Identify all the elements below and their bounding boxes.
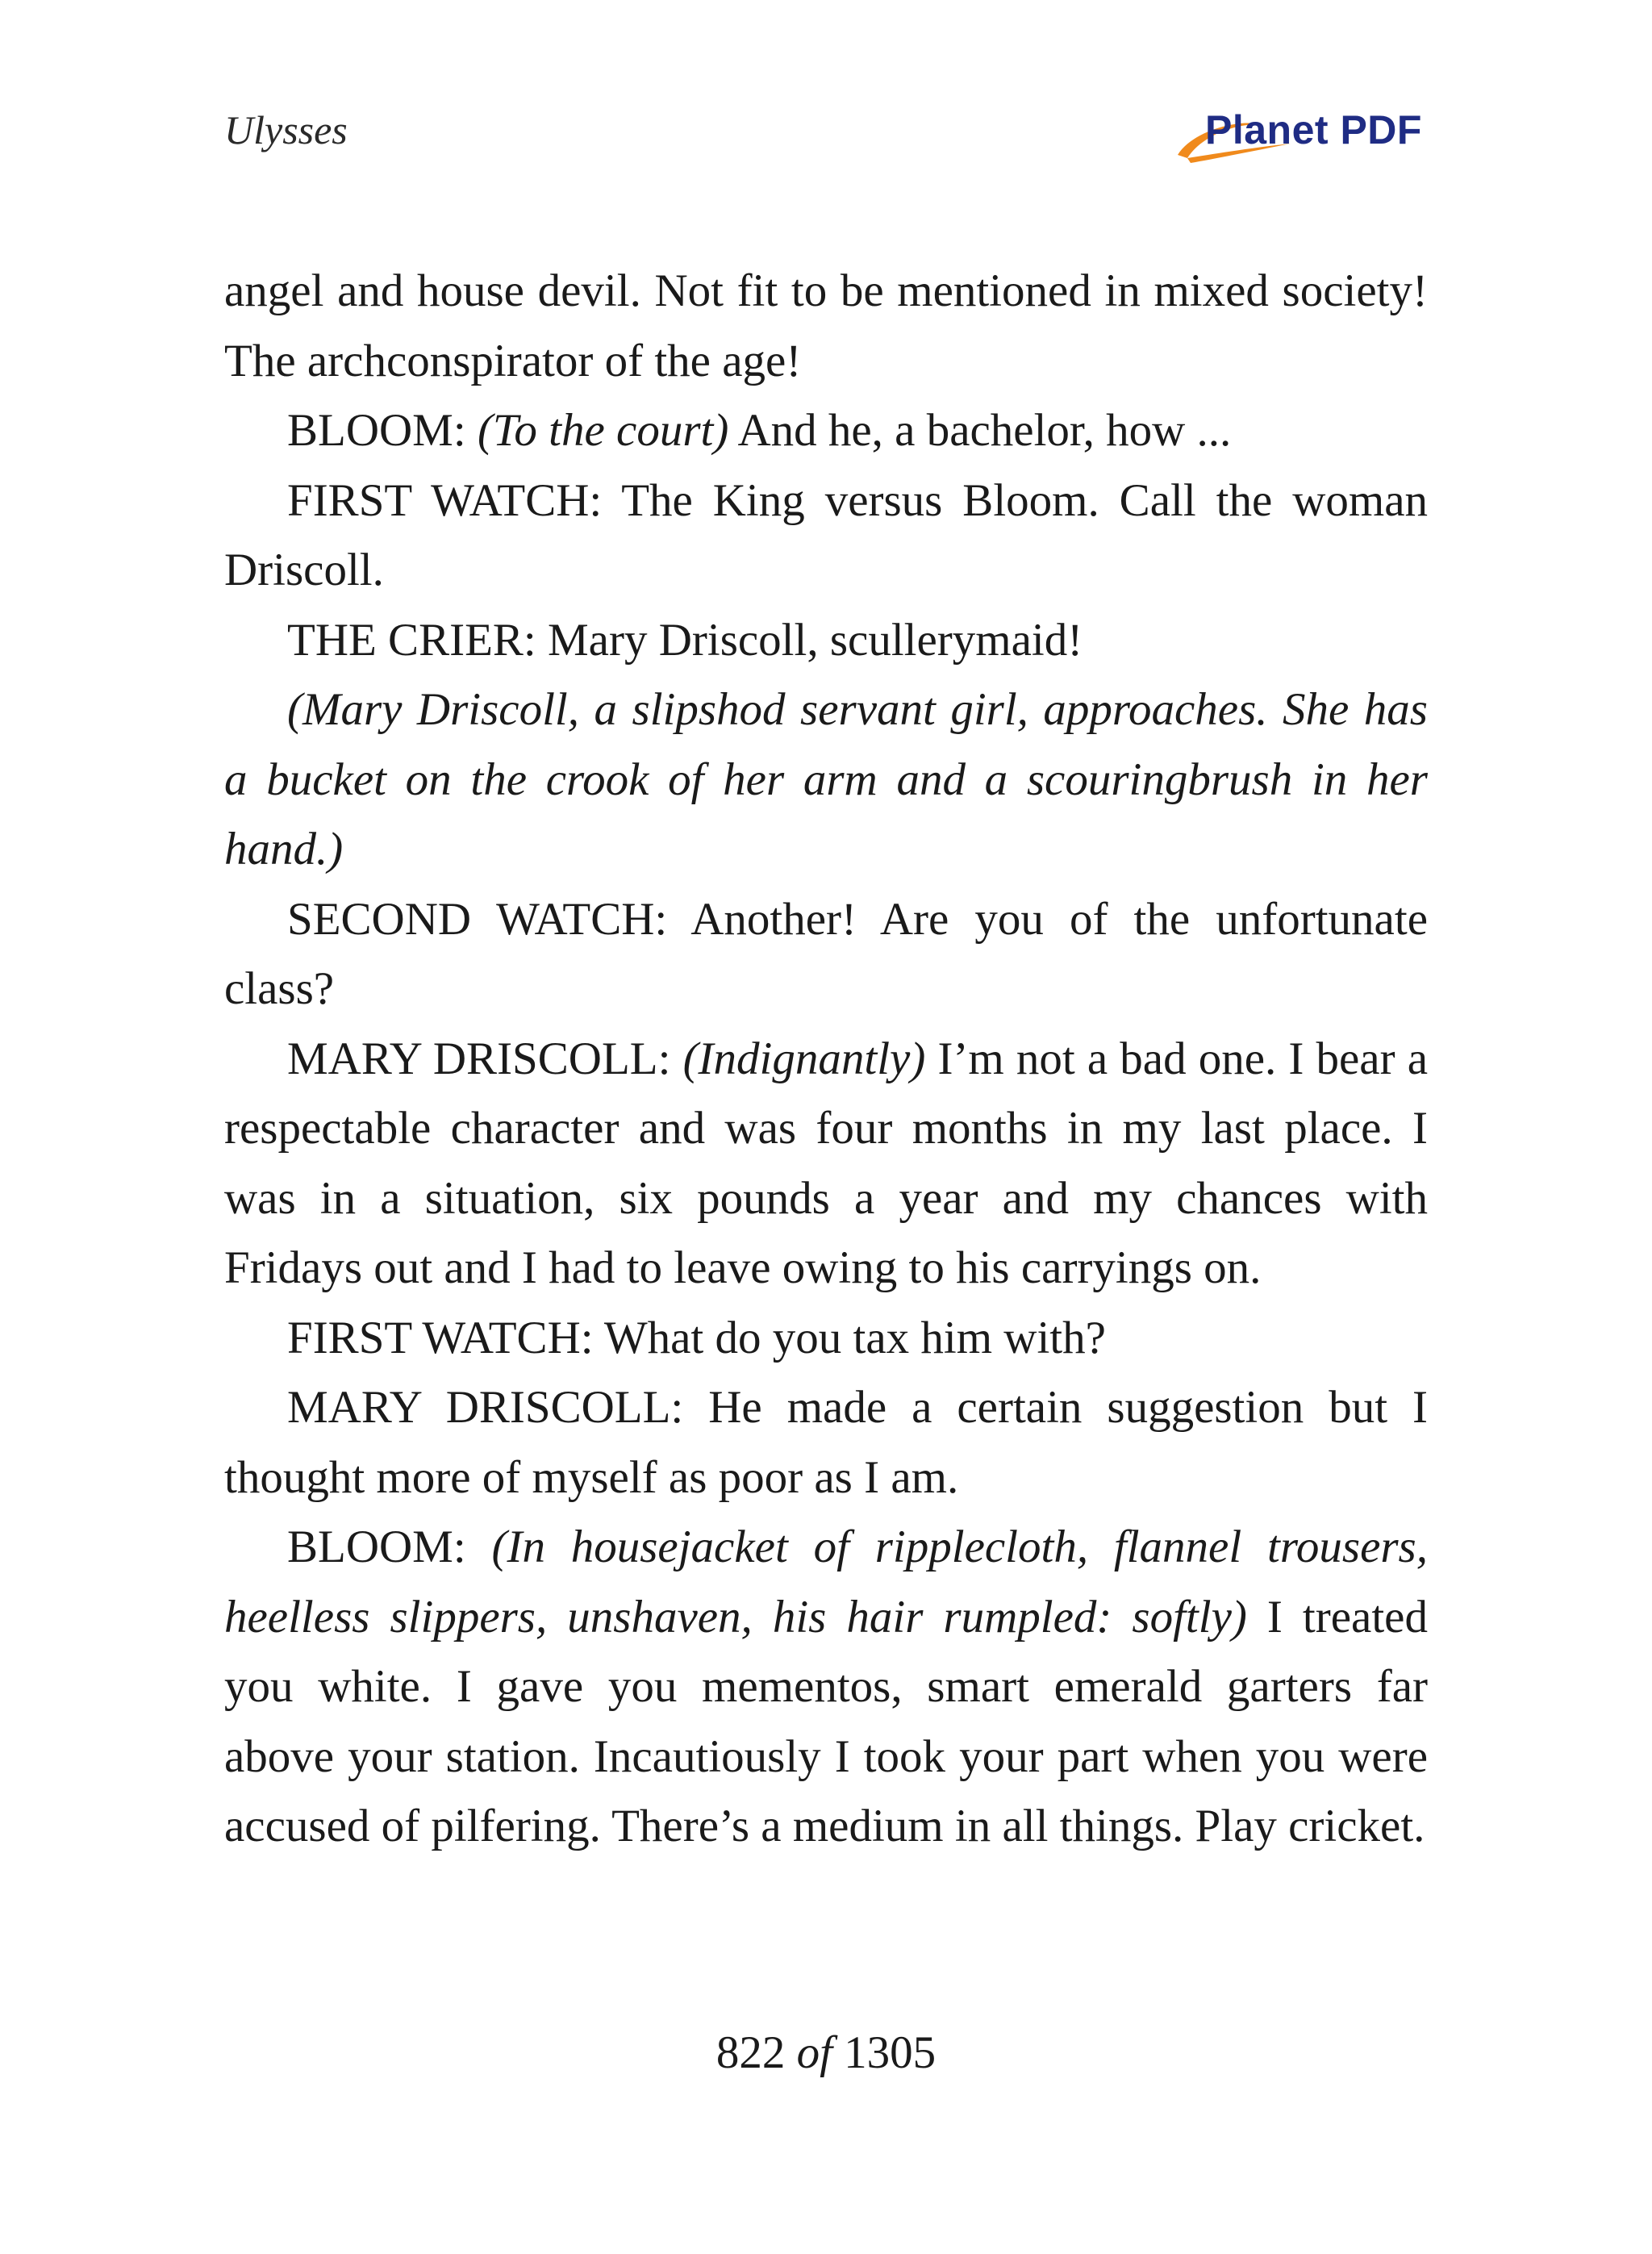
dialogue-line — [224, 885, 1428, 1025]
dialogue-line — [224, 1513, 1428, 1862]
speaker: SECOND WATCH: — [287, 893, 668, 945]
planet-pdf-logo — [1170, 97, 1428, 169]
total-pages: 1305 — [844, 2027, 937, 2078]
dialogue-text: He made a certain suggestion but I thought more of myself as poor as I am. — [224, 1382, 1429, 1503]
dialogue-text: And he, a bachelor, how ... — [737, 405, 1232, 456]
speaker: MARY DRISCOLL: — [287, 1382, 684, 1433]
speaker: FIRST WATCH: — [287, 1312, 594, 1363]
stage-direction: (In housejacket of ripplecloth, flannel trousers, heelless slippers, unshaven, his hair rumpled: softly) — [224, 1521, 1428, 1642]
dialogue-line — [224, 1025, 1428, 1304]
stage-direction-paragraph — [224, 675, 1428, 885]
dialogue-text: What do you tax him with? — [603, 1312, 1106, 1363]
dialogue-line — [224, 1304, 1428, 1374]
dialogue-line — [224, 396, 1428, 466]
paragraph-text: angel and house devil. Not fit to be mentioned in mixed society! The archconspirator of the age! — [224, 265, 1428, 386]
dialogue-line — [224, 606, 1428, 676]
dialogue-text: I’m not a bad one. I bear a respectable character and was four months in my last place. I was in a situation, six pounds a year and my chances with Fridays out and I had to leave owing to his carryings on. — [224, 1033, 1429, 1293]
dialogue-text: Mary Driscoll, scullerymaid! — [548, 614, 1083, 666]
page-of-label: of — [796, 2027, 832, 2078]
dialogue-line — [224, 1373, 1428, 1513]
dialogue-line — [224, 466, 1428, 606]
book-title: Ulysses — [224, 107, 348, 152]
speaker: MARY DRISCOLL: — [287, 1033, 671, 1084]
stage-direction: (Mary Driscoll, a slipshod servant girl, approaches. She has a bucket on the crook of her arm and a scouringbrush in her hand.) — [224, 684, 1428, 874]
speaker: BLOOM: — [287, 405, 466, 456]
paragraph — [224, 257, 1428, 396]
page-body — [224, 257, 1428, 1862]
speaker: FIRST WATCH: — [287, 474, 603, 526]
speaker: BLOOM: — [287, 1521, 466, 1572]
page-number — [0, 2027, 1652, 2079]
current-page: 822 — [715, 2027, 786, 2078]
stage-direction: (To the court) — [477, 405, 729, 456]
stage-direction: (Indignantly) — [682, 1033, 926, 1084]
dialogue-text: I treated you white. I gave you mementos, smart emerald garters far above your station. Incautiously I took your part when you were accused of pilfering. There’s a medium in all things. Play cricket. — [224, 1591, 1428, 1851]
dialogue-text: Another! Are you of the unfortunate class? — [224, 893, 1428, 1014]
logo-text: Planet PDF — [1205, 107, 1422, 152]
speaker: THE CRIER: — [287, 614, 536, 666]
dialogue-text: The King versus Bloom. Call the woman Driscoll. — [224, 474, 1428, 595]
